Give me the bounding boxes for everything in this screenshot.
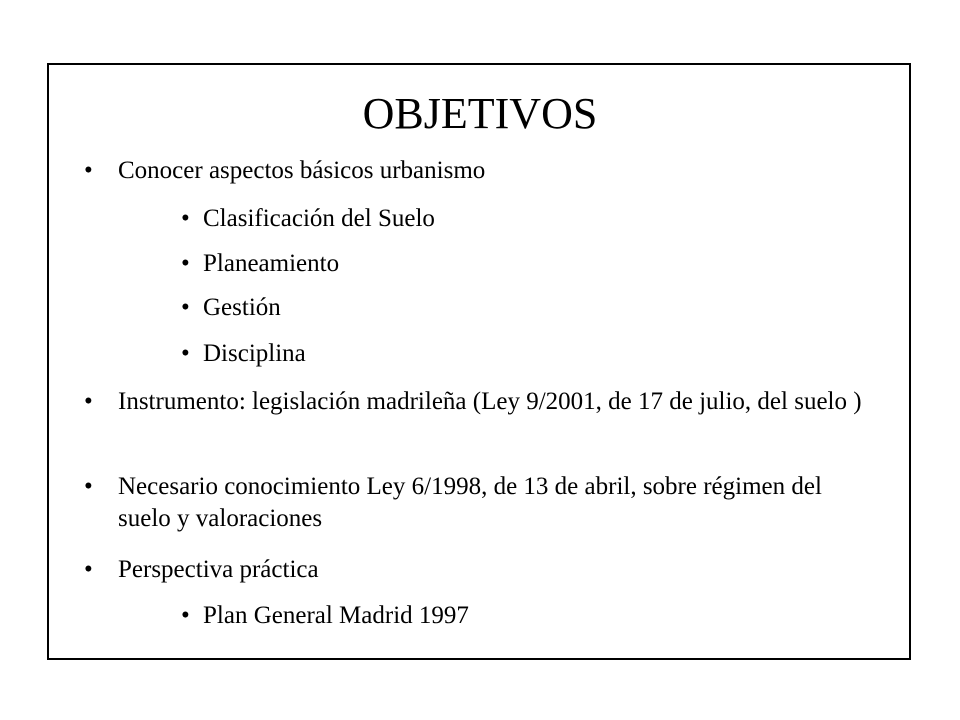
- bullet-text: Clasificación del Suelo: [203, 205, 435, 232]
- bullet-icon: •: [181, 602, 190, 629]
- bullet-item-gestion: [181, 292, 863, 324]
- bullet-text: Planeamiento: [203, 250, 340, 277]
- bullet-item-instrumento: [84, 386, 878, 418]
- bullet-item-plan-general: [181, 600, 863, 632]
- bullet-text: Instrumento: legislación madrileña (Ley 9/2001, de 17 de julio, del suelo ): [118, 388, 862, 415]
- bullet-icon: •: [84, 388, 93, 415]
- slide-title: OBJETIVOS: [362, 89, 598, 138]
- bullet-item-perspectiva: [84, 554, 878, 586]
- bullet-text: Gestión: [203, 294, 281, 321]
- bullet-icon: •: [181, 340, 190, 367]
- bullet-icon: •: [181, 250, 190, 277]
- bullet-icon: •: [181, 205, 190, 232]
- bullet-text: Plan General Madrid 1997: [203, 602, 469, 629]
- bullet-item-clasificacion: [181, 203, 863, 235]
- bullet-item-conocer: [84, 155, 878, 187]
- bullet-item-necesario: [84, 471, 878, 535]
- bullet-text: Disciplina: [203, 340, 306, 367]
- bullet-icon: •: [84, 473, 93, 500]
- bullet-icon: •: [84, 556, 93, 583]
- bullet-icon: •: [84, 157, 93, 184]
- bullet-item-disciplina: [181, 338, 863, 370]
- bullet-text: Necesario conocimiento Ley 6/1998, de 13 de abril, sobre régimen del suelo y valoraciones: [118, 473, 822, 532]
- bullet-icon: •: [181, 294, 190, 321]
- bullet-text: Perspectiva práctica: [118, 556, 319, 583]
- bullet-item-planeamiento: [181, 248, 863, 280]
- bullet-text: Conocer aspectos básicos urbanismo: [118, 157, 486, 184]
